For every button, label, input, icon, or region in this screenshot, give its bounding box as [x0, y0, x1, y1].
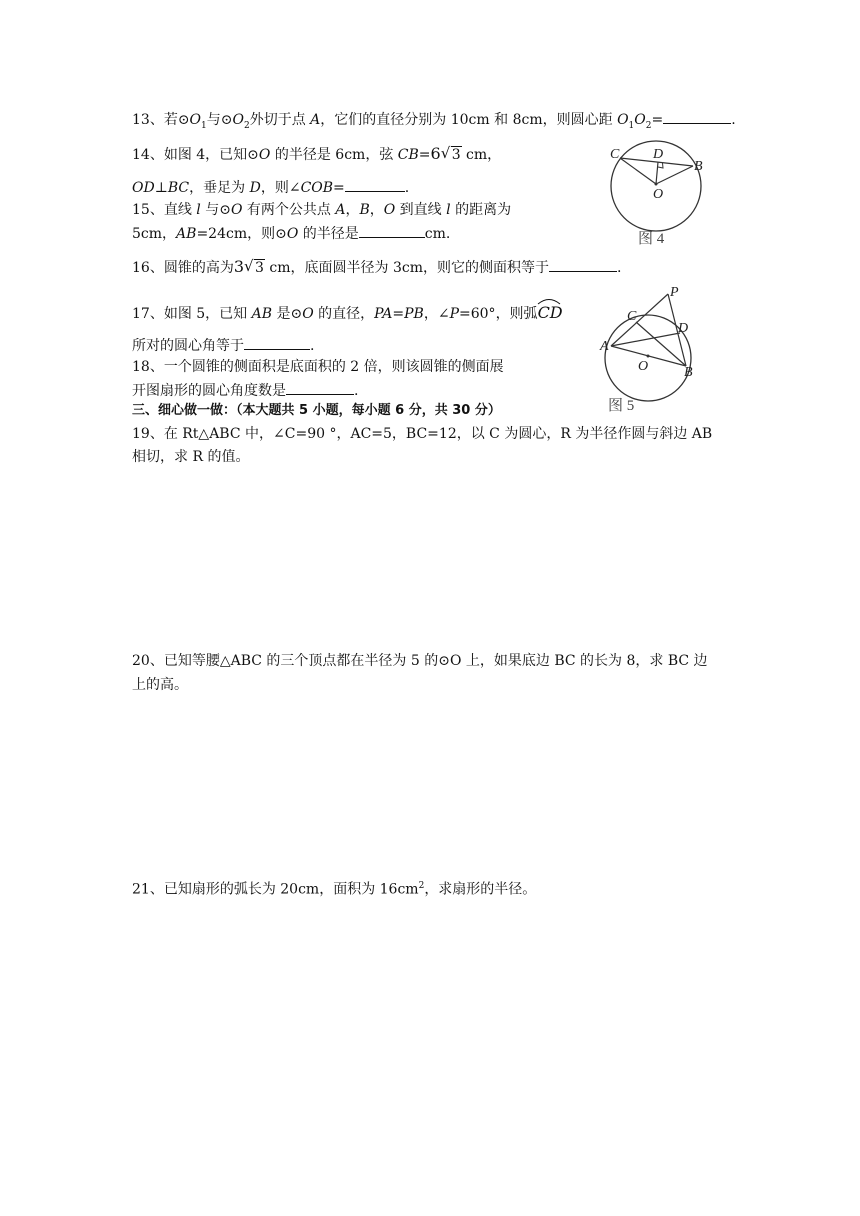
segment-ob: [656, 166, 693, 184]
sqrt-symbol: √ 3: [440, 144, 461, 163]
label-c: C: [627, 309, 637, 324]
answer-blank-15[interactable]: [359, 224, 425, 238]
center-point: [647, 355, 650, 358]
segment-ad: [611, 333, 680, 346]
segment-pa: [611, 294, 668, 346]
section-3-heading: 三、细心做一做：（本大题共 5 小题，每小题 6 分，共 30 分）: [132, 403, 501, 418]
label-c: C: [610, 147, 620, 162]
label-d: D: [678, 321, 689, 336]
arc-notation: CD: [538, 304, 563, 323]
segment-od: [656, 162, 658, 184]
question-21: 21、已知扇形的弧长为 20cm，面积为 $16cm^2$，求扇形的半径。: [132, 881, 537, 898]
question-20-line-2: 上的高。: [132, 677, 188, 693]
answer-blank-17[interactable]: [244, 336, 310, 350]
figure-5: [596, 284, 706, 414]
question-18-line-1: 18、一个圆锥的侧面积是底面积的 2 倍，则该圆锥的侧面展: [132, 359, 504, 375]
label-b: B: [694, 159, 703, 174]
answer-blank-16[interactable]: [549, 258, 617, 272]
label-p: P: [670, 285, 679, 300]
question-15-line-1: 15、直线 l 与⊙O 有两个公共点 A，B，O 到直线 l 的距离为: [132, 202, 512, 218]
question-15-line-2: 5cm，AB=24cm，则⊙O 的半径是 cm.: [132, 226, 451, 242]
figure-4: [598, 138, 718, 250]
figure-5-caption: 图 5: [608, 398, 635, 414]
question-14-line-1: 14、如图 4，已知⊙O 的半径是 6cm，弦 CB=6 √ 3 cm，: [132, 144, 502, 163]
label-o: O: [638, 359, 649, 374]
answer-blank-13[interactable]: [663, 110, 731, 124]
question-19-line-2: 相切，求 R 的值。: [132, 449, 250, 465]
answer-blank-18[interactable]: [286, 381, 354, 395]
figure-4-caption: 图 4: [638, 231, 665, 247]
question-17-line-1: 17、如图 5，已知 AB 是⊙O 的直径，PA=PB，∠P=60°，则弧 CD: [132, 304, 563, 323]
answer-blank-14[interactable]: [345, 178, 405, 192]
label-d: D: [653, 147, 664, 162]
question-17-line-2: 所对的圆心角等于 .: [132, 338, 315, 354]
center-point: [655, 183, 658, 186]
question-14-line-2: OD⊥BC，垂足为 D，则∠COB= .: [132, 180, 410, 196]
label-a: A: [600, 339, 609, 354]
right-angle-mark: [658, 163, 663, 168]
question-19-line-1: 19、在 Rt△ABC 中，∠C=90 °，AC=5，BC=12，以 C 为圆心，R 为半径作圆与斜边 AB: [132, 426, 713, 442]
question-16: 16、圆锥的高为3 √ 3 cm，底面圆半径为 3cm，则它的侧面积等于 .: [132, 257, 622, 276]
sqrt-symbol: √ 3: [244, 257, 264, 276]
question-13: 13、若$⊙O_1$与$⊙O_2$外切于点 A，它们的直径分别为 10cm 和 8cm，则圆心距 $O_1O_2=$ .: [132, 112, 736, 131]
label-o: O: [653, 187, 664, 202]
label-b: B: [684, 365, 693, 380]
question-20-line-1: 20、已知等腰△ABC 的三个顶点都在半径为 5 的⊙O 上，如果底边 BC 的长为 8，求 BC 边: [132, 653, 708, 669]
question-18-line-2: 开图扇形的圆心角度数是 .: [132, 383, 359, 399]
arc-mark: [537, 297, 561, 305]
